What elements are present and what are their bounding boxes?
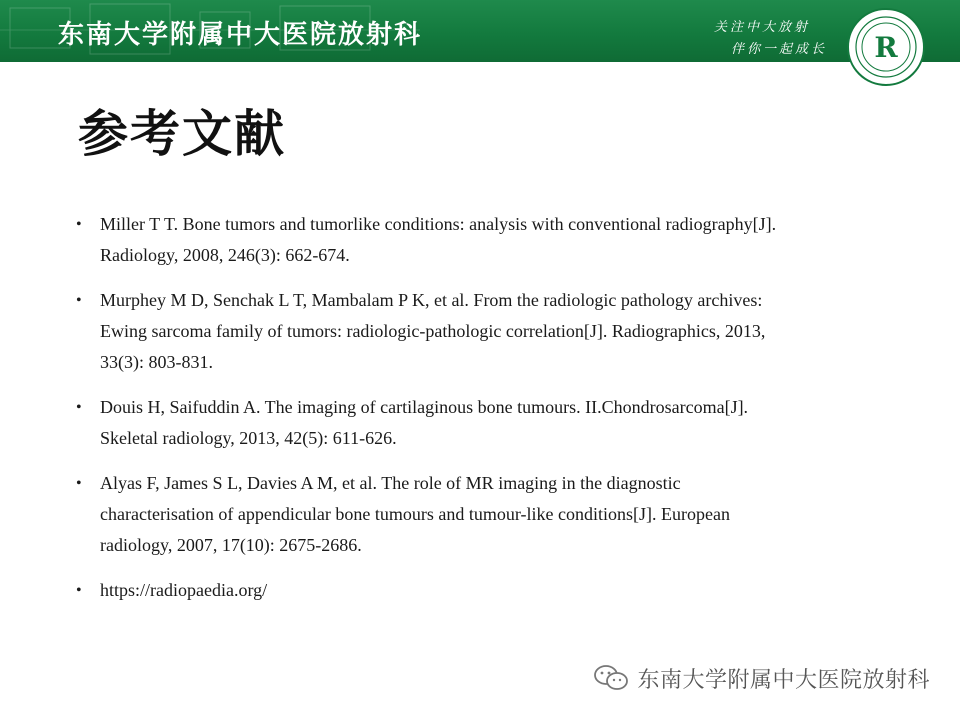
reference-line: radiology, 2007, 17(10): 2675-2686. <box>100 535 362 555</box>
header-title: 东南大学附属中大医院放射科 <box>58 20 423 50</box>
reference-link[interactable]: https://radiopaedia.org/ <box>100 580 268 600</box>
bullet-icon: • <box>76 399 82 416</box>
reference-line: characterisation of appendicular bone tumours and tumour-like conditions[J]. European <box>100 504 730 524</box>
bullet-icon: • <box>76 582 82 599</box>
footer-watermark <box>593 660 930 696</box>
reference-item <box>76 285 906 378</box>
hospital-logo <box>846 7 926 87</box>
header-bar <box>0 0 960 62</box>
reference-item <box>76 209 906 271</box>
bullet-icon: • <box>76 475 82 492</box>
reference-line: Miller T T. Bone tumors and tumorlike conditions: analysis with conventional radiography[J]. <box>100 214 777 234</box>
reference-line: Radiology, 2008, 246(3): 662-674. <box>100 245 350 265</box>
bullet-icon: • <box>76 216 82 233</box>
reference-line: Murphey M D, Senchak L T, Mambalam P K, et al. From the radiologic pathology archives: <box>100 290 763 310</box>
reference-line: Ewing sarcoma family of tumors: radiologic-pathologic correlation[J]. Radiographics, 2013, <box>100 321 766 341</box>
logo-letter: R <box>874 31 898 64</box>
bullet-icon: • <box>76 292 82 309</box>
footer-text: 东南大学附属中大医院放射科 <box>637 667 930 693</box>
reference-line: Skeletal radiology, 2013, 42(5): 611-626. <box>100 428 397 448</box>
reference-list <box>76 209 906 620</box>
reference-line: 33(3): 803-831. <box>100 352 213 372</box>
page-title: 参考文献 <box>78 105 286 163</box>
reference-line: Douis H, Saifuddin A. The imaging of cartilaginous bone tumours. II.Chondrosarcoma[J]. <box>100 397 749 417</box>
reference-item <box>76 392 906 454</box>
reference-item <box>76 575 906 606</box>
reference-line: Alyas F, James S L, Davies A M, et al. The role of MR imaging in the diagnostic <box>100 473 681 493</box>
reference-item <box>76 468 906 561</box>
wechat-icon <box>593 664 629 692</box>
header-slogan-line1: 关注中大放射 <box>714 20 811 35</box>
header-slogan-line2: 伴你一起成长 <box>731 42 828 57</box>
